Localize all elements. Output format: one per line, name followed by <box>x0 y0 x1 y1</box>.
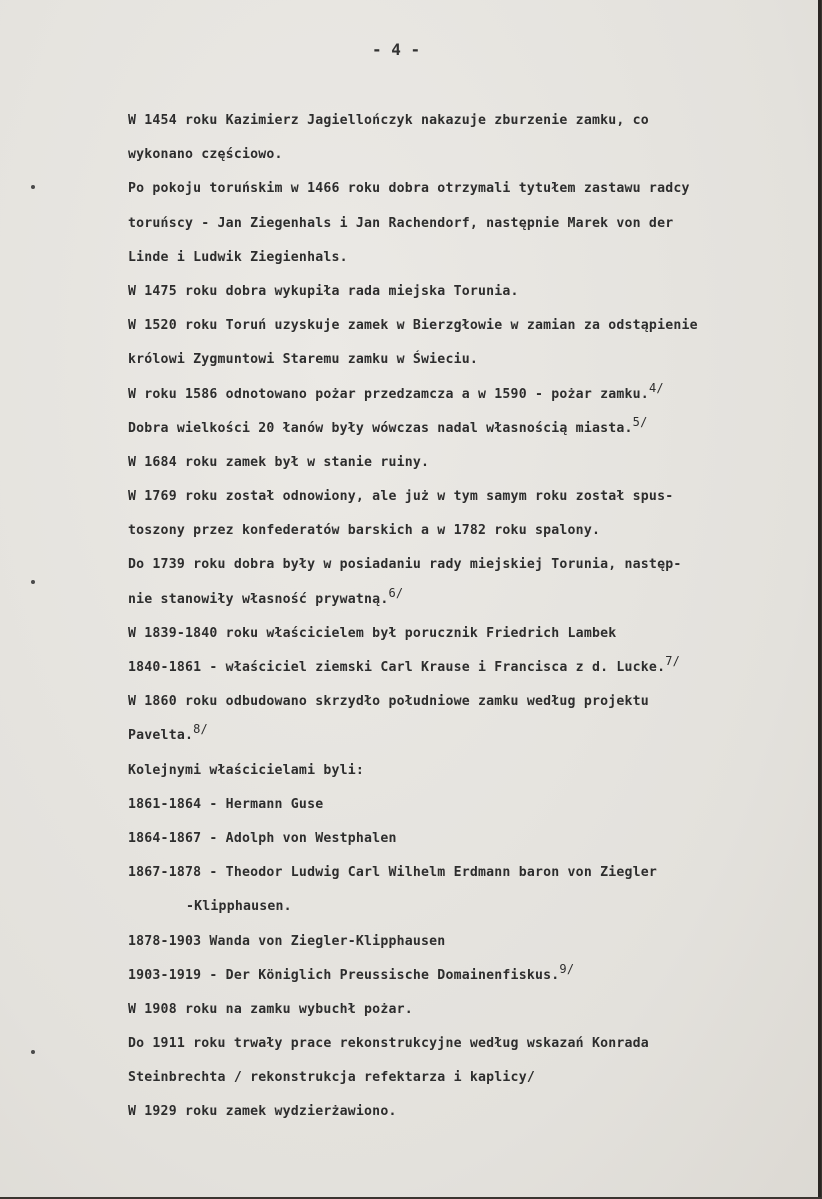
line-text: W 1454 roku Kazimierz Jagiellończyk nakazuje zburzenie zamku, co <box>128 113 649 128</box>
line-text: wykonano częściowo. <box>128 147 283 163</box>
footnote-reference: 9/ <box>559 961 575 976</box>
line-text: W 1475 roku dobra wykupiła rada miejska Torunia. <box>128 283 519 299</box>
text-line <box>128 207 814 241</box>
text-line <box>128 754 814 788</box>
line-text: Dobra wielkości 20 łanów były wówczas nadal własnością miasta. <box>128 420 633 436</box>
line-text: W 1908 roku na zamku wybuchł pożar. <box>128 1001 413 1017</box>
footnote-reference: 5/ <box>632 414 648 429</box>
footnote-reference: 6/ <box>388 585 404 600</box>
text-line <box>128 788 814 822</box>
line-text: królowi Zygmuntowi Staremu zamku w Świeciu. <box>128 352 479 368</box>
text-line <box>128 822 814 856</box>
line-text: W 1860 roku odbudowano skrzydło południowe zamku według projektu <box>128 694 649 710</box>
line-text: Steinbrechta / rekonstrukcja refektarza i kaplicy/ <box>128 1070 535 1086</box>
line-text: 1903-1919 - Der Königlich Preussische Domainenfiskus. <box>128 967 560 983</box>
text-line <box>128 514 814 548</box>
text-line <box>128 480 814 514</box>
text-line <box>128 138 814 172</box>
text-line <box>128 378 814 412</box>
line-text: W roku 1586 odnotowano pożar przedzamcza a w 1590 - pożar zamku. <box>128 386 649 402</box>
line-text: 1878-1903 Wanda von Ziegler-Klipphausen <box>128 933 446 949</box>
line-text: Linde i Ludwik Ziegienhals. <box>128 249 348 265</box>
text-line <box>128 446 814 480</box>
text-line <box>128 993 814 1027</box>
footnote-reference: 8/ <box>193 722 208 737</box>
line-text: 1867-1878 - Theodor Ludwig Carl Wilhelm Erdmann baron von Ziegler <box>128 865 658 881</box>
text-line <box>128 241 814 275</box>
line-text: -Klipphausen. <box>186 899 292 915</box>
text-line <box>128 890 814 924</box>
line-text: toszony przez konfederatów barskich a w 1782 roku spalony. <box>128 523 601 539</box>
text-line <box>128 856 814 890</box>
margin-mark <box>31 580 35 584</box>
text-line <box>128 651 814 685</box>
text-line <box>128 548 814 582</box>
text-line <box>128 1061 814 1095</box>
footnote-reference: 4/ <box>648 380 664 395</box>
line-text: 1840-1861 - właściciel ziemski Carl Krause i Francisca z d. Lucke. <box>128 660 666 675</box>
line-text: W 1769 roku został odnowiony, ale już w tym samym roku został spus- <box>128 489 674 505</box>
text-line <box>128 925 814 959</box>
line-text: Po pokoju toruńskim w 1466 roku dobra otrzymali tytułem zastawu radcy <box>128 181 690 197</box>
text-line <box>128 617 814 651</box>
line-text: 1864-1867 - Adolph von Westphalen <box>128 830 397 846</box>
text-line <box>128 172 814 206</box>
text-line <box>128 959 814 993</box>
page-number: - 4 - <box>372 40 421 59</box>
line-text: 1861-1864 - Hermann Guse <box>128 796 324 812</box>
line-text: W 1929 roku zamek wydzierżawiono. <box>128 1104 397 1120</box>
line-text: Pavelta. <box>128 728 194 744</box>
text-line <box>128 104 814 138</box>
text-line <box>128 309 814 343</box>
text-line <box>128 343 814 377</box>
line-text: Do 1739 roku dobra były w posiadaniu rady miejskiej Torunia, następ- <box>128 557 682 573</box>
line-text: toruńscy - Jan Ziegenhals i Jan Rachendorf, następnie Marek von der <box>128 215 674 231</box>
line-text: W 1684 roku zamek był w stanie ruiny. <box>128 454 430 470</box>
text-line <box>128 412 814 446</box>
line-text: W 1520 roku Toruń uzyskuje zamek w Bierzgłowie w zamian za odstąpienie <box>128 318 698 334</box>
footnote-reference: 7/ <box>665 654 681 668</box>
text-line <box>128 583 814 617</box>
text-line <box>128 685 814 719</box>
line-text: nie stanowiły własność prywatną. <box>128 591 389 607</box>
text-line <box>128 719 814 753</box>
text-line <box>128 1095 814 1129</box>
document-body <box>128 104 814 1130</box>
line-text: Kolejnymi właścicielami byli: <box>128 762 365 778</box>
line-text: W 1839-1840 roku właścicielem był porucznik Friedrich Lambek <box>128 625 617 641</box>
text-line <box>128 1027 814 1061</box>
line-text: Do 1911 roku trwały prace rekonstrukcyjne według wskazań Konrada <box>128 1036 649 1052</box>
text-line <box>128 275 814 309</box>
margin-mark <box>31 1050 35 1054</box>
margin-mark <box>31 185 35 189</box>
